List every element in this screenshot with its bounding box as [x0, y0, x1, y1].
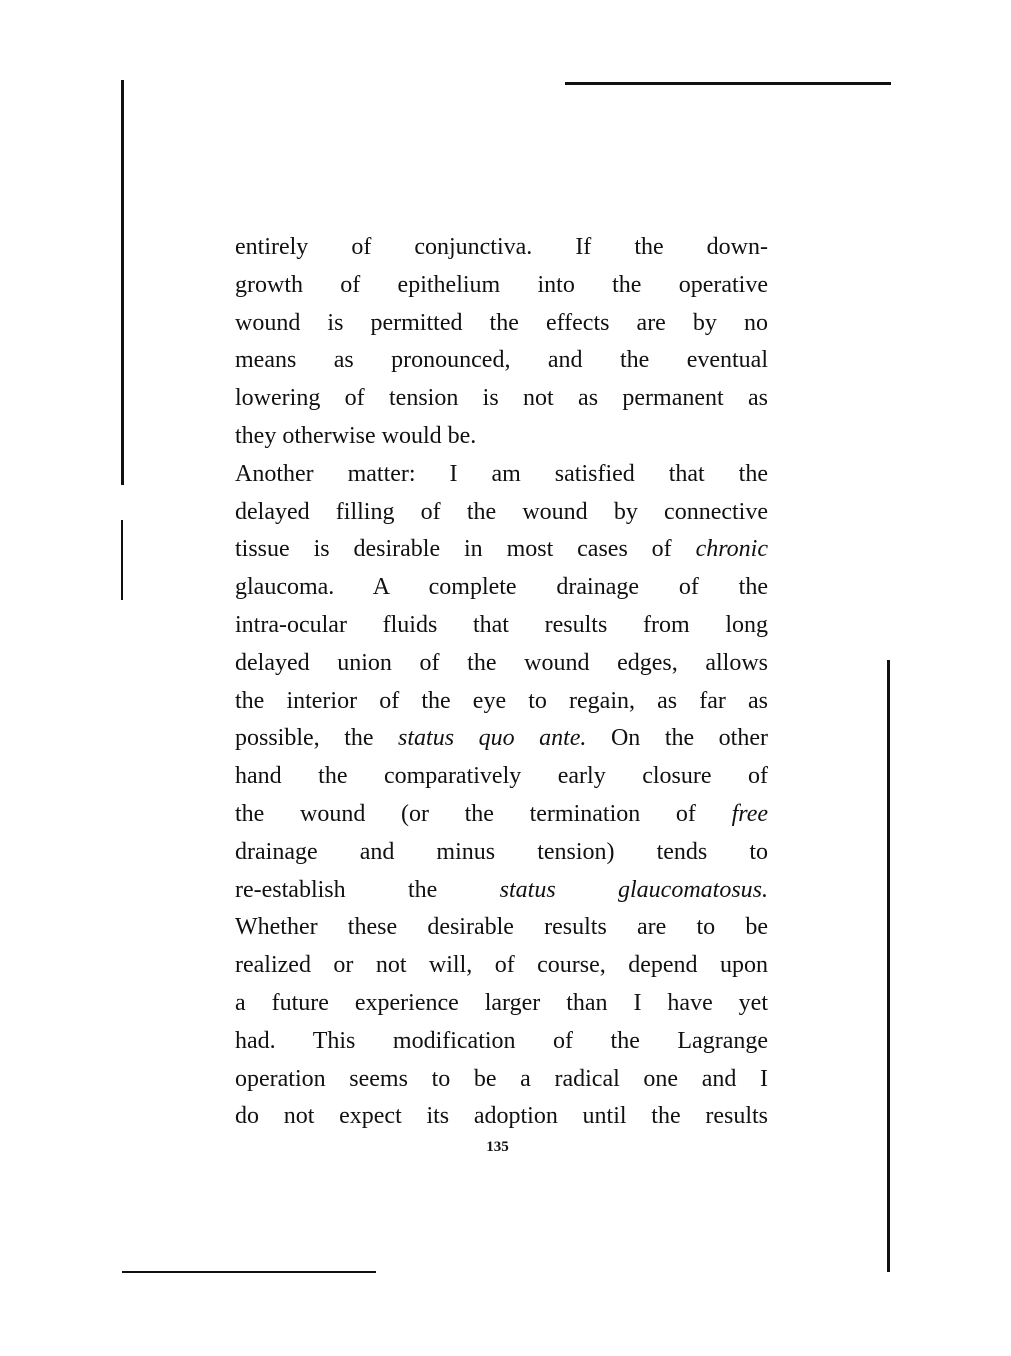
- text-line: [235, 418, 768, 456]
- text-segment: Whether these desirable results are to be: [235, 914, 768, 941]
- text-segment: they otherwise would be.: [235, 422, 477, 449]
- left-margin-rule-upper: [121, 80, 124, 485]
- text-line: [235, 607, 768, 645]
- text-segment: possible, the: [235, 725, 399, 752]
- text-line: [235, 569, 768, 607]
- text-segment: On the other: [586, 725, 768, 752]
- text-line: [235, 380, 768, 418]
- text-line: [235, 229, 768, 267]
- text-segment: delayed union of the wound edges, allows: [235, 649, 768, 676]
- text-segment: the wound (or the termination of: [235, 800, 732, 827]
- text-segment: hand the comparatively early closure of: [235, 763, 768, 790]
- left-margin-rule-lower: [121, 520, 123, 600]
- page-number: 135: [486, 1139, 509, 1155]
- text-line: [235, 267, 768, 305]
- right-margin-rule: [887, 660, 890, 1272]
- text-line: [235, 985, 768, 1023]
- text-segment: delayed filling of the wound by connective: [235, 498, 768, 525]
- italic-text: status glaucomatosus.: [499, 876, 768, 903]
- text-segment: the interior of the eye to regain, as far as: [235, 687, 768, 714]
- text-segment: realized or not will, of course, depend upon: [235, 952, 768, 979]
- text-segment: glaucoma. A complete drainage of the: [235, 574, 768, 601]
- text-line: [235, 305, 768, 343]
- text-line: [235, 1061, 768, 1099]
- text-segment: do not expect its adoption until the results: [235, 1103, 768, 1130]
- text-line: [235, 1098, 768, 1136]
- text-line: [235, 947, 768, 985]
- italic-text: free: [731, 800, 768, 827]
- text-segment: re-establish the: [235, 876, 500, 903]
- text-segment: lowering of tension is not as permanent as: [235, 385, 768, 412]
- text-segment: had. This modification of the Lagrange: [235, 1027, 768, 1054]
- text-line: [235, 796, 768, 834]
- italic-text: status quo ante.: [398, 725, 587, 752]
- text-line: [235, 342, 768, 380]
- text-line: [235, 872, 768, 910]
- text-line: [235, 834, 768, 872]
- italic-text: chronic: [695, 536, 768, 563]
- text-segment: intra-ocular fluids that results from long: [235, 611, 768, 638]
- text-segment: Another matter: I am satisfied that the: [235, 460, 768, 487]
- text-line: [235, 494, 768, 532]
- text-segment: entirely of conjunctiva. If the down-: [235, 234, 768, 260]
- text-line: [235, 645, 768, 683]
- text-segment: drainage and minus tension) tends to: [235, 838, 768, 865]
- text-line: [235, 758, 768, 796]
- top-right-rule: [565, 82, 891, 85]
- text-segment: wound is permitted the effects are by no: [235, 309, 768, 336]
- text-segment: tissue is desirable in most cases of: [235, 536, 696, 563]
- text-line: [235, 683, 768, 721]
- text-line: [235, 1023, 768, 1061]
- text-segment: growth of epithelium into the operative: [235, 271, 768, 298]
- text-line: [235, 720, 768, 758]
- text-segment: operation seems to be a radical one and I: [235, 1065, 768, 1092]
- text-line: [235, 909, 768, 947]
- body-text: [235, 229, 768, 1136]
- bottom-left-rule: [122, 1271, 376, 1273]
- text-line: [235, 456, 768, 494]
- text-line: [235, 531, 768, 569]
- text-segment: a future experience larger than I have yet: [235, 989, 768, 1016]
- text-segment: means as pronounced, and the eventual: [235, 347, 768, 374]
